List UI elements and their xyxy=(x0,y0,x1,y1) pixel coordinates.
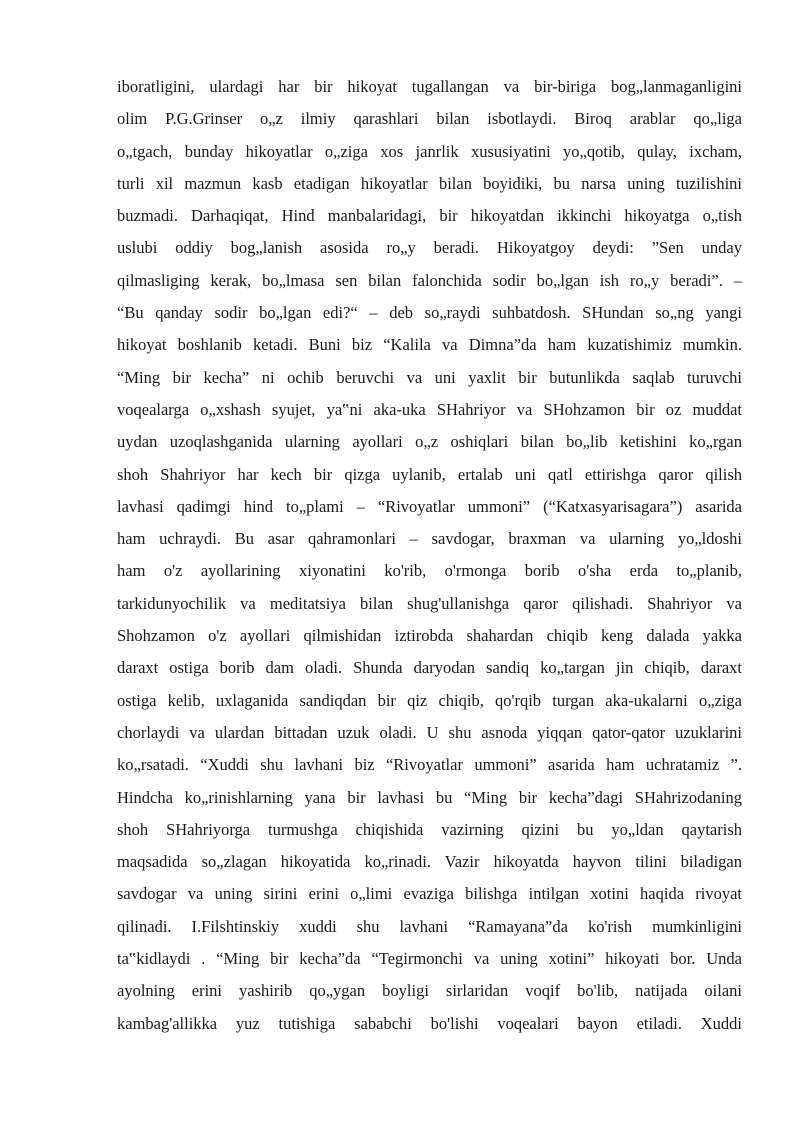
document-body xyxy=(117,71,742,1040)
text-line: uydan uzoqlashganida ularning ayollari o„z oshiqlari bilan bo„lib ketishini ko„rgan xyxy=(117,432,742,452)
text-line: Hindcha ko„rinishlarning yana bir lavhasi bu “Ming bir kecha”dagi SHahrizodaning xyxy=(117,787,742,807)
text-line: tarkidunyochilik va meditatsiya bilan shug'ullanishga qaror qilishadi. Shahriyor va xyxy=(117,593,742,613)
text-line: daraxt ostiga borib dam oladi. Shunda daryodan sandiq ko„targan jin chiqib, daraxt xyxy=(117,658,742,678)
text-line: “Bu qanday sodir bo„lgan edi?“ – deb so„raydi suhbatdosh. SHundan so„ng yangi xyxy=(117,303,742,323)
text-line: olim P.G.Grinser o„z ilmiy qarashlari bilan isbotlaydi. Biroq arablar qo„liga xyxy=(117,109,742,129)
text-line: maqsadida so„zlagan hikoyatida ko„rinadi. Vazir hikoyatda hayvon tilini biladigan xyxy=(117,852,742,872)
text-line: shoh SHahriyorga turmushga chiqishida vazirning qizini bu yo„ldan qaytarish xyxy=(117,819,742,839)
text-line: ko„rsatadi. “Xuddi shu lavhani biz “Rivoyatlar ummoni” asarida ham uchratamiz ”. xyxy=(117,755,742,775)
text-line: o„tgach, bunday hikoyatlar o„ziga xos janrlik xususiyatini yo„qotib, qulay, ixcham, xyxy=(117,141,742,161)
text-line: turli xil mazmun kasb etadigan hikoyatlar bilan boyidiki, bu narsa uning tuzilishini xyxy=(117,173,742,193)
text-line: uslubi oddiy bog„lanish asosida ro„y beradi. Hikoyatgoy deydi: ”Sen unday xyxy=(117,238,742,258)
text-line: buzmadi. Darhaqiqat, Hind manbalaridagi, bir hikoyatdan ikkinchi hikoyatga o„tish xyxy=(117,206,742,226)
text-line: lavhasi qadimgi hind to„plami – “Rivoyatlar ummoni” (“Katxasyarisagara”) asarida xyxy=(117,496,742,516)
text-line: hikoyat boshlanib ketadi. Buni biz “Kalila va Dimna”da ham kuzatishimiz mumkin. xyxy=(117,335,742,355)
text-line: ham o'z ayollarining xiyonatini ko'rib, o'rmonga borib o'sha erda to„planib, xyxy=(117,561,742,581)
text-line: “Ming bir kecha” ni ochib beruvchi va uni yaxlit bir butunlikda saqlab turuvchi xyxy=(117,367,742,387)
text-line: savdogar va uning sirini erini o„limi evaziga bilishga intilgan xotini haqida rivoyat xyxy=(117,884,742,904)
text-line: Shohzamon o'z ayollari qilmishidan iztirobda shahardan chiqib keng dalada yakka xyxy=(117,626,742,646)
text-line: ham uchraydi. Bu asar qahramonlari – savdogar, braxman va ularning yo„ldoshi xyxy=(117,529,742,549)
text-line: ostiga kelib, uxlaganida sandiqdan bir qiz chiqib, qo'rqib turgan aka-ukalarni o„ziga xyxy=(117,690,742,710)
text-line: voqealarga o„xshash syujet, ya‟ni aka-uka SHahriyor va SHohzamon bir oz muddat xyxy=(117,399,742,419)
text-line: qilmasliging kerak, bo„lmasa sen bilan falonchida sodir bo„lgan ish ro„y beradi”. – xyxy=(117,270,742,290)
text-line: iboratligini, ulardagi har bir hikoyat tugallangan va bir-biriga bog„lanmaganligini xyxy=(117,77,742,96)
text-line: ta‟kidlaydi . “Ming bir kecha”da “Tegirmonchi va uning xotini” hikoyati bor. Unda xyxy=(117,949,742,969)
text-line: ayolning erini yashirib qo„ygan boyligi sirlaridan voqif bo'lib, natijada oilani xyxy=(117,981,742,1001)
text-line: qilinadi. I.Filshtinskiy xuddi shu lavhani “Ramayana”da ko'rish mumkinligini xyxy=(117,916,742,936)
text-line: kambag'allikka yuz tutishiga sababchi bo'lishi voqealari bayon etiladi. Xuddi xyxy=(117,1013,742,1033)
text-line: chorlaydi va ulardan bittadan uzuk oladi. U shu asnoda yiqqan qator-qator uzuklarini xyxy=(117,722,742,742)
text-line: shoh Shahriyor har kech bir qizga uylanib, ertalab uni qatl ettirishga qaror qilish xyxy=(117,464,742,484)
